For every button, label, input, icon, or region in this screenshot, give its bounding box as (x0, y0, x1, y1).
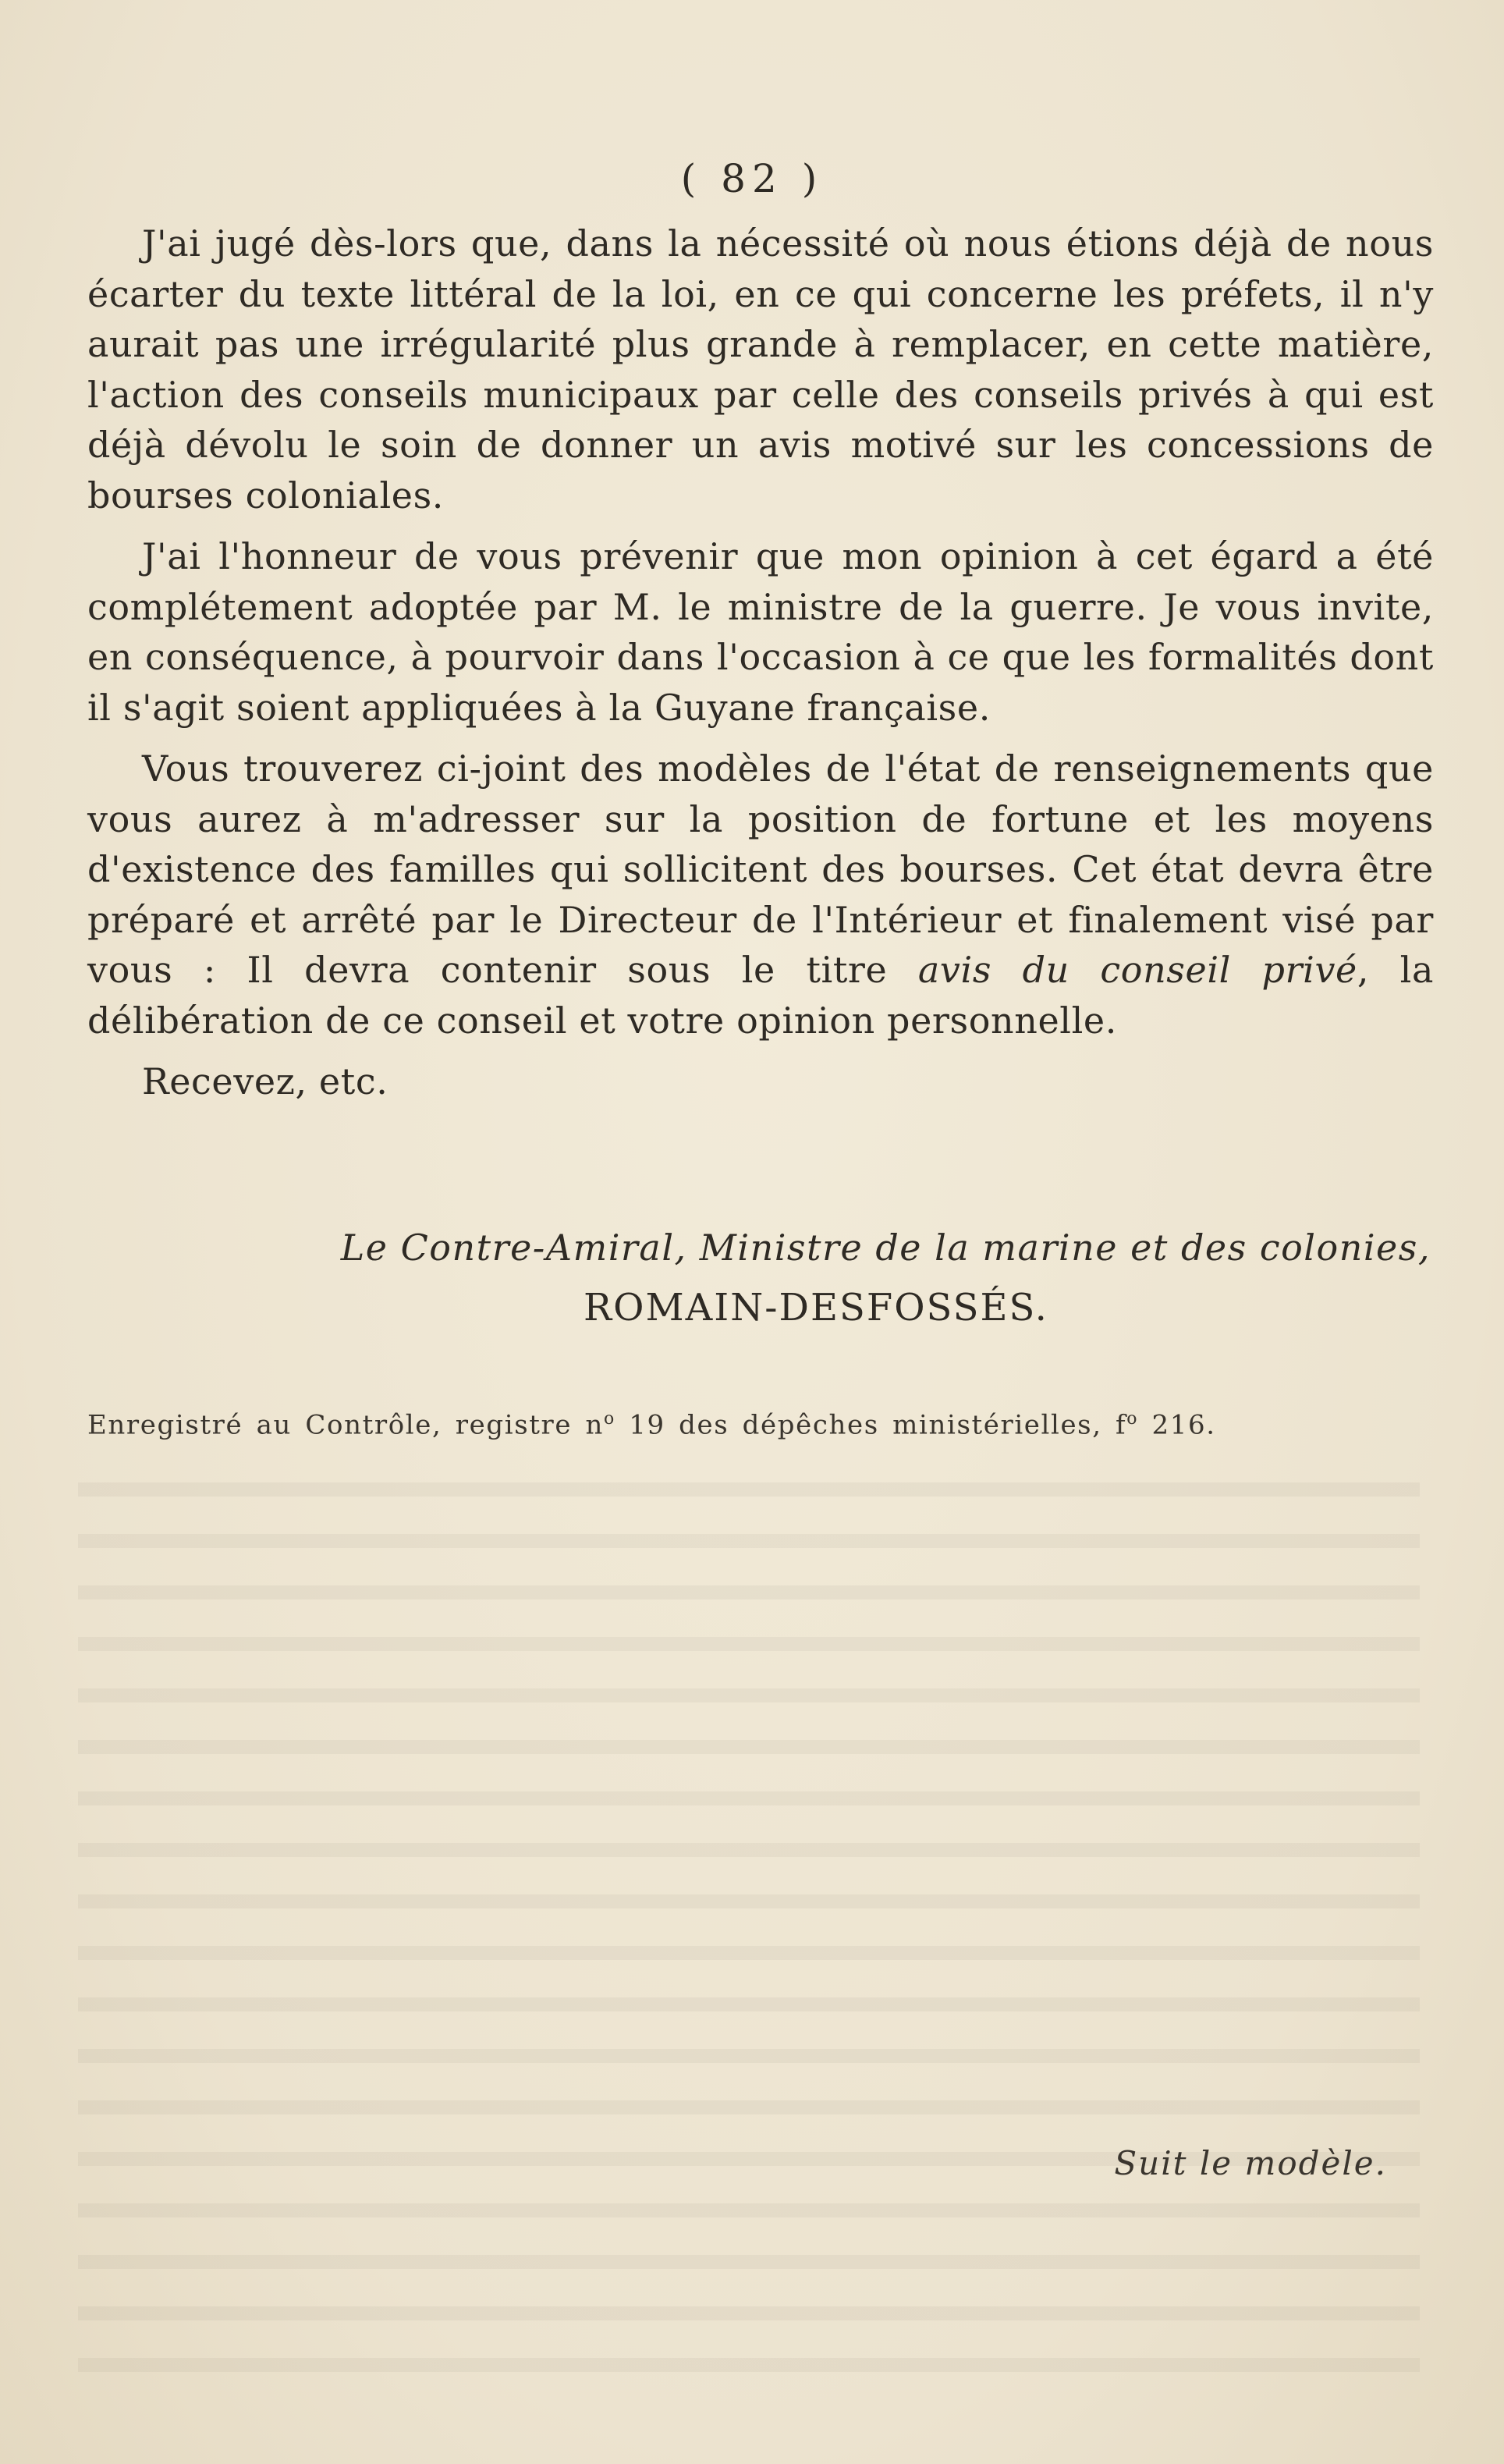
paragraph-2: J'ai l'honneur de vous prévenir que mon opinion à cet égard a été complétement adoptée par M. le ministre de la guerre. Je vous invite, en conséquence, à pourvoir dans l'occasion à ce que les formalités dont il s'agit soient appliquées à la Guyane française. (87, 535, 1434, 729)
paragraph-3: Vous trouverez ci-joint des modèles de l'état de renseignements que vous aurez à m'adresser sur la position de fortune et les moyens d'existence des familles qui sollicitent des bourses. Cet état devra être préparé et arrêté par le Directeur de l'Intérieur et finalement visé par vous : Il devra contenir sous le titre avis du conseil privé, la délibération de ce conseil et votre opinion personnelle. (87, 747, 1434, 1042)
registry-text-3: 216. (1138, 1409, 1216, 1441)
footer-note: Suit le modèle. (1114, 2144, 1387, 2182)
closing-salutation: Recevez, etc. (142, 1060, 388, 1102)
registry-note (87, 1409, 1434, 1440)
registry-text-2: 19 des dépêches ministérielles, f (615, 1409, 1127, 1441)
letter-body (87, 218, 1434, 1118)
italic-phrase: avis du conseil privé (917, 949, 1357, 991)
paragraph-3-end: la délibération de ce conseil et votre opinion personnelle. (87, 949, 1434, 1042)
signature-name: ROMAIN-DESFOSSÉS. (584, 1286, 1048, 1330)
signature-title: Le Contre-Amiral, Ministre de la marine et des colonies, (340, 1227, 1431, 1269)
registry-sup-2: o (1126, 1409, 1139, 1429)
paragraph-3-text: Vous trouverez ci-joint des modèles de l'état de renseignements que vous aurez à m'adresser sur la position de fortune et les moyens d'existence des familles qui sollicitent des bourses. Cet état devra être préparé et arrêté par le Directeur de l'Intérieur et finalement visé par vous : Il devra contenir sous le titre (87, 747, 1434, 991)
registry-sup-1: o (603, 1409, 615, 1429)
registry-text-1: Enregistré au Contrôle, registre n (87, 1409, 604, 1441)
bleed-through-texture (78, 1482, 1420, 2380)
paragraph-1: J'ai jugé dès-lors que, dans la nécessité où nous étions déjà de nous écarter du texte littéral de la loi, en ce qui concerne les préfets, il n'y aurait pas une irrégularité plus grande à remplacer, en cette matière, l'action des conseils municipaux par celle des conseils privés à qui est déjà dévolu le soin de donner un avis motivé sur les concessions de bourses coloniales. (87, 222, 1434, 517)
page-number: ( 82 ) (680, 156, 824, 201)
